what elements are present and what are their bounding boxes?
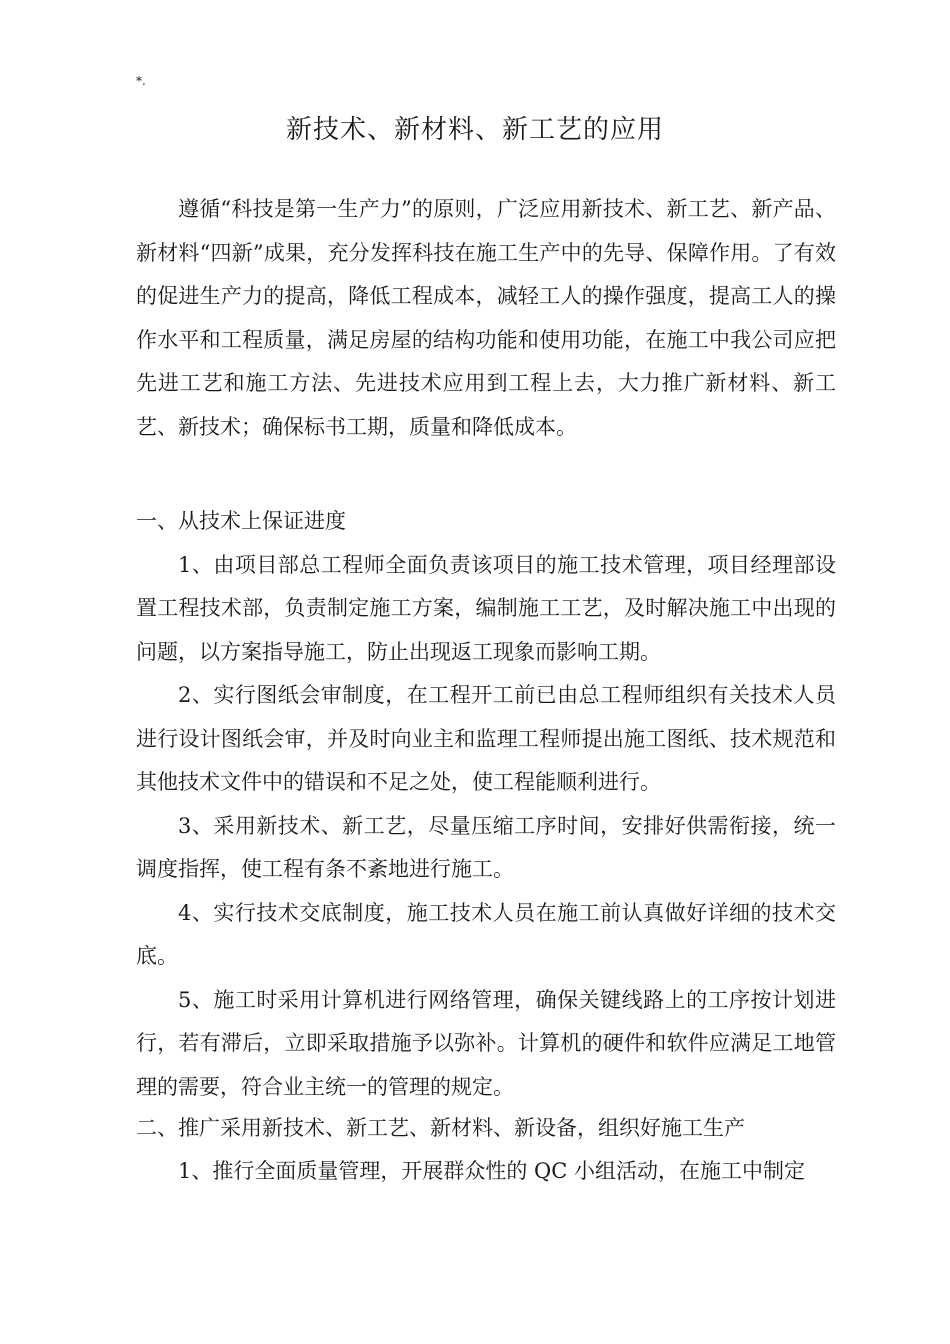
- section-one: [136, 500, 836, 1109]
- section-two: [136, 1107, 836, 1151]
- document-title: 新技术、新材料、新工艺的应用: [285, 115, 664, 145]
- intro-section: [136, 188, 836, 449]
- section-one-heading: 一、从技术上保证进度: [136, 509, 346, 533]
- section-one-item-1: 1、由项目部总工程师全面负责该项目的施工技术管理，项目经理部设置工程技术部，负责制定施工方案，编制施工工艺，及时解决施工中出现的问题，以方案指导施工，防止出现返工现象而影响工期。: [136, 552, 836, 664]
- section-two-items: [136, 1150, 836, 1194]
- section-two-item-1: 1、推行全面质量管理，开展群众性的 QC 小组活动，在施工中制定: [178, 1159, 805, 1183]
- section-one-item-3: 3、采用新技术、新工艺，尽量压缩工序时间，安排好供需衔接，统一调度指挥，使工程有条不紊地进行施工。: [136, 813, 836, 881]
- section-one-item-4: 4、实行技术交底制度，施工技术人员在施工前认真做好详细的技术交底。: [136, 900, 836, 968]
- intro-paragraph: 遵循“科技是第一生产力”的原则，广泛应用新技术、新工艺、新产品、新材料“四新”成果，充分发挥科技在施工生产中的先导、保障作用。了有效的促进生产力的提高，降低工程成本，减轻工人的操作强度，提高工人的操作水平和工程质量，满足房屋的结构功能和使用功能，在施工中我公司应把先进工艺和施工方法、先进技术应用到工程上去，大力推广新材料、新工艺、新技术；确保标书工期，质量和降低成本。: [136, 197, 836, 439]
- section-one-item-2: 2、实行图纸会审制度，在工程开工前已由总工程师组织有关技术人员进行设计图纸会审，并及时向业主和监理工程师提出施工图纸、技术规范和其他技术文件中的错误和不足之处，使工程能顺利进行。: [136, 683, 836, 794]
- section-two-heading: 二、推广采用新技术、新工艺、新材料、新设备，组织好施工生产: [136, 1116, 745, 1140]
- section-one-item-5: 5、施工时采用计算机进行网络管理，确保关键线路上的工序按计划进行，若有滞后，立即采取措施予以弥补。计算机的硬件和软件应满足工地管理的需要，符合业主统一的管理的规定。: [136, 987, 836, 1099]
- corner-mark: *.: [136, 74, 146, 88]
